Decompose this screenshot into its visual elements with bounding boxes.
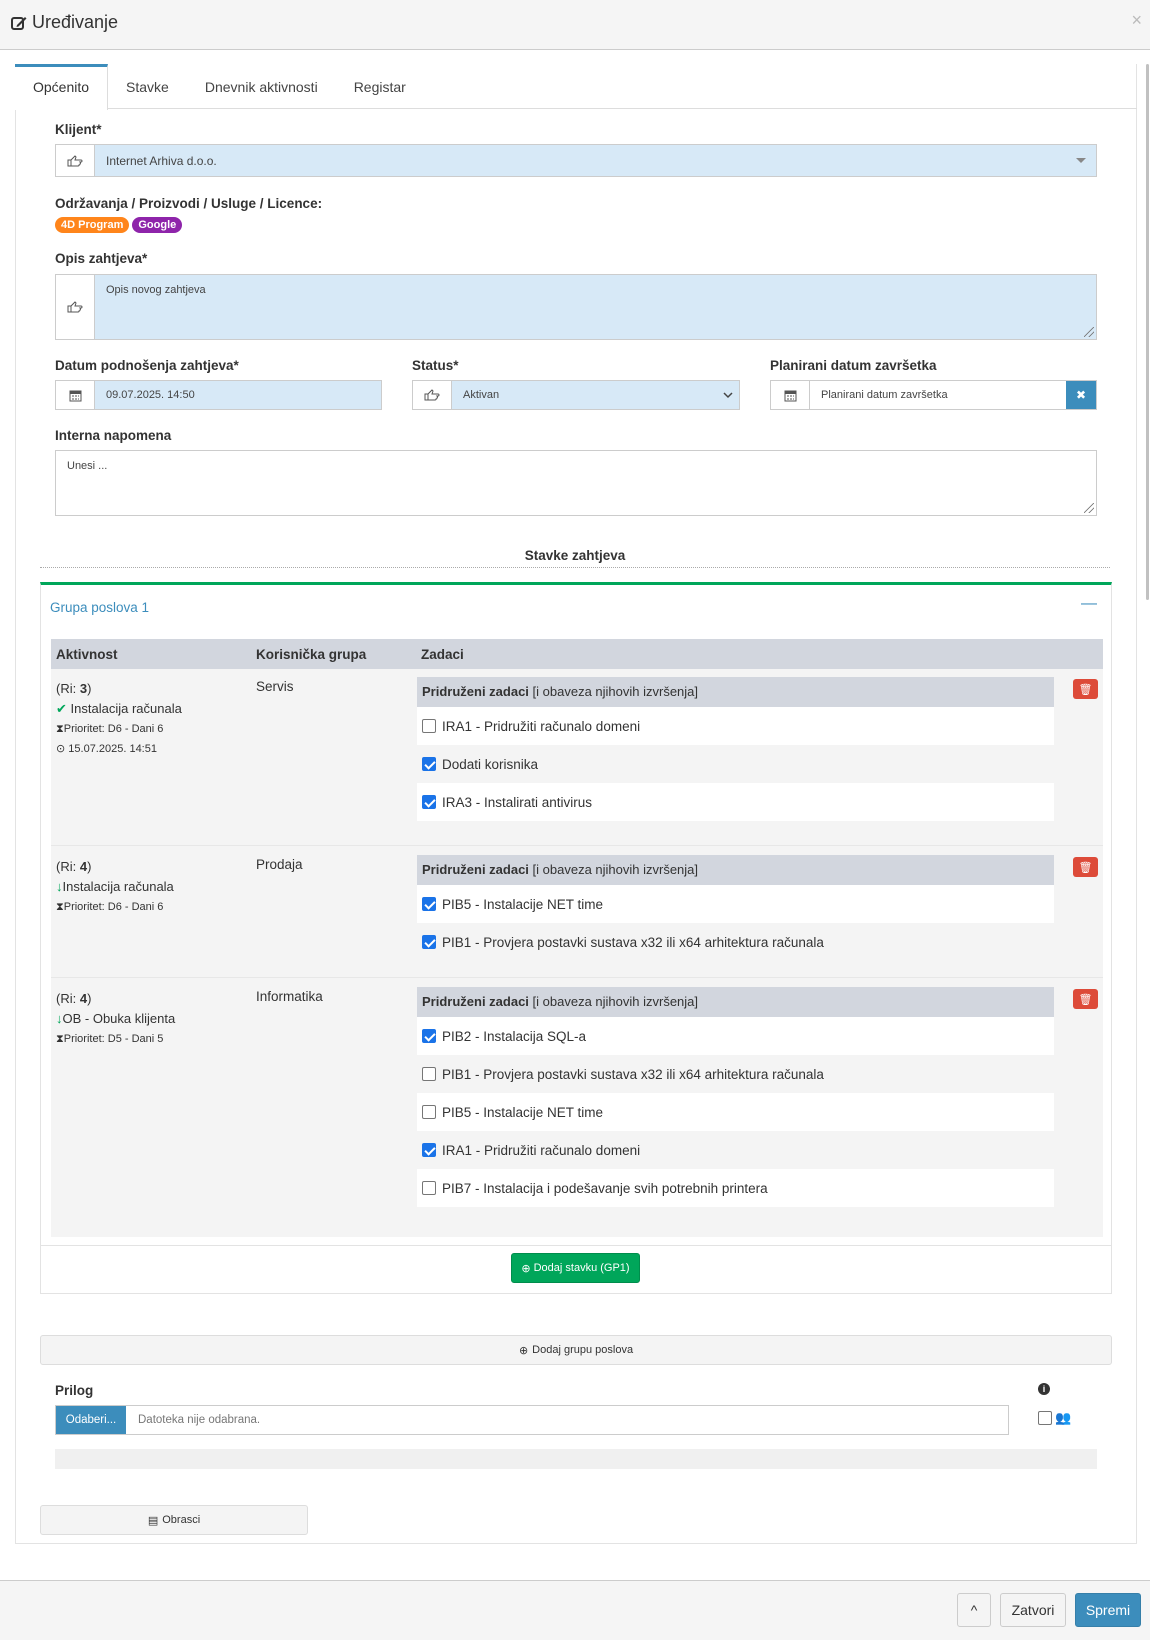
clock-icon: ⊙ bbox=[56, 743, 66, 755]
arrow-down-icon: ↓ bbox=[56, 879, 63, 894]
ri-num: 4 bbox=[79, 859, 88, 874]
products-badges bbox=[55, 216, 185, 233]
job-group bbox=[40, 582, 1112, 1294]
share-checkbox[interactable] bbox=[1038, 1411, 1052, 1425]
table-row bbox=[51, 847, 1103, 978]
task-checkbox[interactable] bbox=[422, 1067, 436, 1081]
note-label: Interna napomena bbox=[55, 428, 172, 443]
task-label: PIB1 - Provjera postavki sustava x32 ili x64 arhitektura računala bbox=[442, 1066, 824, 1082]
activity-cell bbox=[56, 857, 174, 917]
task-label: Dodati korisnika bbox=[442, 756, 539, 772]
table-row bbox=[51, 979, 1103, 1237]
hourglass-icon: ⧗ bbox=[56, 723, 64, 735]
activity-cell bbox=[56, 679, 182, 759]
file-input[interactable] bbox=[55, 1405, 1009, 1435]
desc-label: Opis zahtjeva* bbox=[55, 251, 148, 266]
choose-file-button[interactable]: Odaberi... bbox=[56, 1406, 126, 1434]
task-label: PIB5 - Instalacije NET time bbox=[442, 1104, 604, 1120]
activity-name: OB - Obuka klijenta bbox=[62, 1011, 176, 1026]
task-item[interactable] bbox=[417, 1055, 1054, 1093]
tabs-bar bbox=[15, 64, 1137, 109]
arrow-down-icon: ↓ bbox=[56, 1011, 63, 1026]
tasks-list bbox=[417, 677, 1054, 821]
ri-prefix: (Ri: bbox=[56, 681, 80, 696]
priority-line bbox=[56, 1029, 175, 1049]
products-label: Održavanja / Proizvodi / Usluge / Licence: bbox=[55, 196, 323, 211]
tasks-header-rest: [i obaveza njihovih izvršenja] bbox=[528, 684, 699, 699]
file-icon: ▤ bbox=[147, 1514, 159, 1527]
attachment-label: Prilog bbox=[55, 1383, 94, 1398]
group-divider bbox=[41, 1245, 1111, 1246]
client-label: Klijent* bbox=[55, 122, 102, 137]
delete-button[interactable] bbox=[1073, 857, 1098, 877]
table-row bbox=[51, 669, 1103, 846]
date-value: 09.07.2025. 14:50 bbox=[106, 389, 195, 401]
hand-pointer-icon bbox=[413, 381, 452, 409]
tasks-list bbox=[417, 987, 1054, 1207]
task-checkbox[interactable] bbox=[422, 1181, 436, 1195]
trash-icon: 🗑 bbox=[1078, 861, 1093, 874]
tasks-header-rest: [i obaveza njihovih izvršenja] bbox=[528, 862, 699, 877]
group-title[interactable]: Grupa poslova 1 bbox=[50, 600, 150, 615]
forms-label: Obrasci bbox=[162, 1514, 201, 1526]
ri-prefix: (Ri: bbox=[56, 859, 80, 874]
desc-value: Opis novog zahtjeva bbox=[106, 284, 206, 296]
task-checkbox[interactable] bbox=[422, 719, 436, 733]
task-item[interactable] bbox=[417, 1093, 1054, 1131]
activity-cell bbox=[56, 989, 175, 1049]
activity-name: Instalacija računala bbox=[70, 701, 182, 716]
items-section-title: Stavke zahtjeva bbox=[40, 548, 1110, 568]
client-select[interactable] bbox=[55, 144, 1097, 177]
delete-button[interactable] bbox=[1073, 679, 1098, 699]
add-item-button[interactable] bbox=[511, 1253, 640, 1283]
scrollbar[interactable] bbox=[1146, 64, 1149, 600]
task-label: PIB1 - Provjera postavki sustava x32 ili x64 arhitektura računala bbox=[442, 934, 824, 950]
planned-placeholder: Planirani datum završetka bbox=[821, 389, 948, 401]
task-checkbox[interactable] bbox=[422, 795, 436, 809]
deadline-line bbox=[56, 739, 182, 759]
table-header bbox=[51, 639, 1103, 669]
hand-pointer-icon bbox=[56, 145, 95, 176]
planned-label: Planirani datum završetka bbox=[770, 358, 937, 373]
tasks-header-bold: Pridruženi zadaci bbox=[422, 684, 529, 699]
tab-dnevnik-aktivnosti[interactable]: Dnevnik aktivnosti bbox=[204, 79, 318, 95]
task-label: IRA3 - Instalirati antivirus bbox=[442, 794, 593, 810]
task-item[interactable] bbox=[417, 745, 1054, 783]
file-name: Datoteka nije odabrana. bbox=[138, 1414, 261, 1426]
modal-title bbox=[10, 12, 118, 33]
plus-circle-icon: ⊕ bbox=[518, 1344, 529, 1357]
ri-num: 3 bbox=[79, 681, 88, 696]
modal-title-text: Uređivanje bbox=[32, 12, 119, 32]
col-aktivnost: Aktivnost bbox=[56, 647, 118, 662]
share-group bbox=[1038, 1410, 1071, 1426]
priority-text: Prioritet: D6 - Dani 6 bbox=[63, 901, 164, 913]
info-icon[interactable]: i bbox=[1038, 1383, 1050, 1395]
desc-textarea[interactable] bbox=[55, 274, 1097, 340]
date-input[interactable] bbox=[55, 380, 382, 410]
note-placeholder: Unesi ... bbox=[67, 460, 108, 472]
save-button[interactable]: Spremi bbox=[1075, 1593, 1141, 1627]
ri-num: 4 bbox=[79, 991, 88, 1006]
date-label: Datum podnošenja zahtjeva* bbox=[55, 358, 239, 373]
ri-line bbox=[56, 679, 182, 699]
task-item[interactable] bbox=[417, 707, 1054, 745]
priority-line bbox=[56, 897, 174, 917]
tasks-header-bold: Pridruženi zadaci bbox=[422, 994, 529, 1009]
tasks-header-rest: [i obaveza njihovih izvršenja] bbox=[528, 994, 699, 1009]
task-checkbox[interactable] bbox=[422, 1105, 436, 1119]
tasks-header bbox=[417, 987, 1054, 1017]
task-checkbox[interactable] bbox=[422, 1029, 436, 1043]
hourglass-icon: ⧗ bbox=[56, 1033, 64, 1045]
task-item[interactable] bbox=[417, 1017, 1054, 1055]
task-label: PIB5 - Instalacije NET time bbox=[442, 896, 604, 912]
hand-pointer-icon bbox=[56, 275, 95, 339]
activity-line bbox=[56, 699, 182, 719]
task-checkbox[interactable] bbox=[422, 897, 436, 911]
tasks-header bbox=[417, 855, 1054, 885]
status-value: Aktivan bbox=[463, 389, 500, 401]
client-value: Internet Arhiva d.o.o. bbox=[106, 153, 217, 168]
activity-line bbox=[56, 1009, 175, 1029]
col-zadaci: Zadaci bbox=[421, 647, 464, 662]
planned-date-input[interactable] bbox=[770, 380, 1097, 410]
trash-icon: 🗑 bbox=[1078, 993, 1093, 1006]
users-icon: 👥 bbox=[1055, 1410, 1072, 1425]
user-group-cell: Servis bbox=[256, 679, 294, 694]
task-item[interactable] bbox=[417, 923, 1054, 961]
hourglass-icon: ⧗ bbox=[56, 901, 64, 913]
check-icon: ✔ bbox=[56, 701, 67, 716]
delete-button[interactable] bbox=[1073, 989, 1098, 1009]
badge-4d-program: 4D Program bbox=[55, 217, 129, 233]
caret-down-icon bbox=[1076, 158, 1086, 163]
task-label: PIB2 - Instalacija SQL-a bbox=[442, 1028, 587, 1044]
badge-google: Google bbox=[132, 217, 182, 233]
chevron-down-icon bbox=[723, 392, 733, 399]
scroll-up-button[interactable] bbox=[957, 1593, 991, 1627]
task-item[interactable] bbox=[417, 1169, 1054, 1207]
tasks-header-bold: Pridruženi zadaci bbox=[422, 862, 529, 877]
status-select[interactable] bbox=[412, 380, 740, 410]
calendar-icon bbox=[56, 381, 95, 409]
status-label: Status* bbox=[412, 358, 459, 373]
chevron-up-icon: ^ bbox=[970, 1602, 978, 1618]
activity-line bbox=[56, 877, 174, 897]
tab-opcenito[interactable]: Općenito bbox=[15, 64, 108, 110]
trash-icon: 🗑 bbox=[1078, 683, 1093, 696]
ri-suffix: ) bbox=[87, 991, 92, 1006]
priority-line bbox=[56, 719, 182, 739]
task-label: IRA1 - Pridružiti računalo domeni bbox=[442, 1142, 641, 1158]
forms-button[interactable] bbox=[40, 1505, 308, 1535]
modal-header bbox=[0, 0, 1150, 50]
ri-prefix: (Ri: bbox=[56, 991, 80, 1006]
task-label: PIB7 - Instalacija i podešavanje svih potrebnih printera bbox=[442, 1180, 768, 1196]
clear-icon[interactable]: ✖ bbox=[1066, 381, 1096, 409]
note-textarea[interactable] bbox=[55, 450, 1097, 516]
priority-text: Prioritet: D6 - Dani 6 bbox=[63, 723, 164, 735]
add-group-button[interactable] bbox=[40, 1335, 1112, 1365]
user-group-cell: Prodaja bbox=[256, 857, 303, 872]
ri-suffix: ) bbox=[87, 859, 92, 874]
tab-stavke[interactable]: Stavke bbox=[126, 79, 169, 95]
items-table bbox=[51, 639, 1103, 1237]
add-item-label: Dodaj stavku (GP1) bbox=[533, 1262, 630, 1274]
resize-grip[interactable] bbox=[1084, 327, 1094, 337]
col-korisnicka-grupa: Korisnička grupa bbox=[256, 647, 367, 662]
task-item[interactable] bbox=[417, 1131, 1054, 1169]
ri-line bbox=[56, 857, 174, 877]
task-item[interactable] bbox=[417, 885, 1054, 923]
ri-suffix: ) bbox=[87, 681, 92, 696]
progress-bar bbox=[55, 1449, 1097, 1469]
modal-footer bbox=[0, 1580, 1150, 1640]
resize-grip[interactable] bbox=[1084, 503, 1094, 513]
task-item[interactable] bbox=[417, 783, 1054, 821]
ri-line bbox=[56, 989, 175, 1009]
tab-registar[interactable]: Registar bbox=[353, 79, 406, 95]
tasks-list bbox=[417, 855, 1054, 961]
task-label: IRA1 - Pridružiti računalo domeni bbox=[442, 718, 641, 734]
activity-name: Instalacija računala bbox=[62, 879, 174, 894]
task-checkbox[interactable] bbox=[422, 1143, 436, 1157]
deadline-text: 15.07.2025. 14:51 bbox=[68, 743, 157, 755]
collapse-icon[interactable]: — bbox=[1081, 595, 1097, 612]
task-checkbox[interactable] bbox=[422, 757, 436, 771]
close-button[interactable]: Zatvori bbox=[1000, 1593, 1066, 1627]
calendar-icon bbox=[771, 381, 810, 409]
edit-icon bbox=[10, 14, 28, 32]
tasks-header bbox=[417, 677, 1054, 707]
task-checkbox[interactable] bbox=[422, 935, 436, 949]
priority-text: Prioritet: D5 - Dani 5 bbox=[63, 1033, 164, 1045]
user-group-cell: Informatika bbox=[256, 989, 323, 1004]
add-group-label: Dodaj grupu poslova bbox=[532, 1344, 634, 1356]
close-icon[interactable]: × bbox=[1131, 10, 1142, 30]
plus-circle-icon: ⊕ bbox=[521, 1262, 531, 1275]
